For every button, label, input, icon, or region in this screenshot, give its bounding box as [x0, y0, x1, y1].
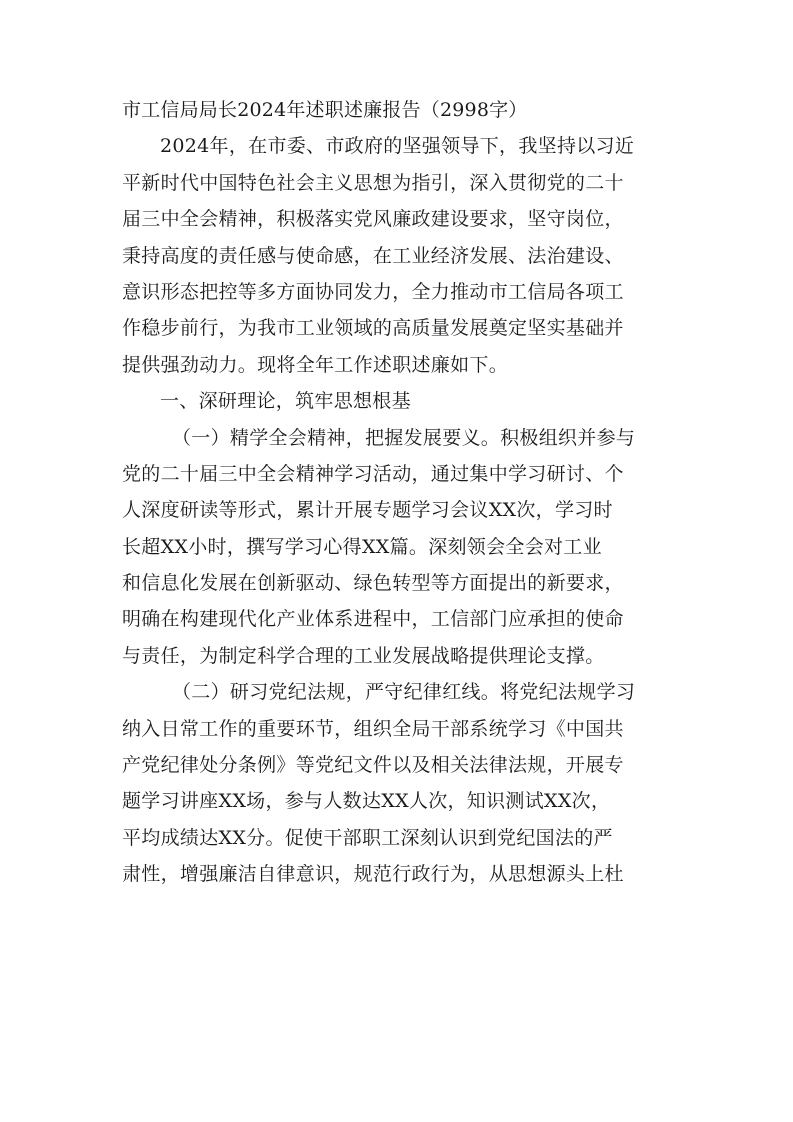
- paragraph-line: 肃性，增强廉洁自律意识，规范行政行为，从思想源头上杜: [122, 863, 624, 886]
- document-body: [122, 92, 662, 893]
- paragraph-line: 平均成绩达XX分。促使干部职工深刻认识到党纪国法的严: [122, 826, 613, 849]
- paragraph-line: 产党纪律处分条例》等党纪文件以及相关法律法规，开展专: [122, 754, 624, 777]
- document-title: 市工信局局长2024年述职述廉报告（2998字）: [122, 99, 528, 121]
- intro-line: 2024年，在市委、市政府的坚强领导下，我坚持以习近: [160, 135, 635, 158]
- paragraph-line: （二）研习党纪法规，严守纪律红线。将党纪法规学习: [172, 681, 636, 704]
- intro-line: 平新时代中国特色社会主义思想为指引，深入贯彻党的二十: [122, 171, 624, 194]
- paragraph-line: 纳入日常工作的重要环节，组织全局干部系统学习《中国共: [122, 717, 624, 740]
- subsection-paragraph-1: [122, 420, 662, 675]
- paragraph-line: 人深度研读等形式，累计开展专题学习会议XX次，学习时: [122, 499, 613, 522]
- section-heading: 一、深研理论，筑牢思想根基: [160, 390, 411, 413]
- subsection-paragraph-2: [122, 674, 662, 892]
- paragraph-line: （一）精学全会精神，把握发展要义。积极组织并参与: [172, 426, 636, 449]
- intro-line: 提供强劲动力。现将全年工作述职述廉如下。: [122, 353, 509, 376]
- paragraph-line: 与责任，为制定科学合理的工业发展战略提供理论支撑。: [122, 644, 605, 667]
- intro-paragraph: [122, 128, 662, 383]
- paragraph-line: 明确在构建现代化产业体系进程中，工信部门应承担的使命: [122, 608, 624, 631]
- paragraph-line: 和信息化发展在创新驱动、绿色转型等方面提出的新要求，: [122, 572, 624, 595]
- paragraph-line: 党的二十届三中全会精神学习活动，通过集中学习研讨、个: [122, 462, 624, 485]
- paragraph-line: 长超XX小时，撰写学习心得XX篇。深刻领会全会对工业: [122, 535, 602, 558]
- intro-line: 秉持高度的责任感与使命感，在工业经济发展、法治建设、: [122, 244, 624, 267]
- paragraph-line: 题学习讲座XX场，参与人数达XX人次，知识测试XX次，: [122, 790, 611, 813]
- intro-line: 意识形态把控等多方面协同发力，全力推动市工信局各项工: [122, 280, 624, 303]
- intro-line: 届三中全会精神，积极落实党风廉政建设要求，坚守岗位，: [122, 208, 624, 231]
- intro-line: 作稳步前行，为我市工业领域的高质量发展奠定坚实基础并: [122, 317, 624, 340]
